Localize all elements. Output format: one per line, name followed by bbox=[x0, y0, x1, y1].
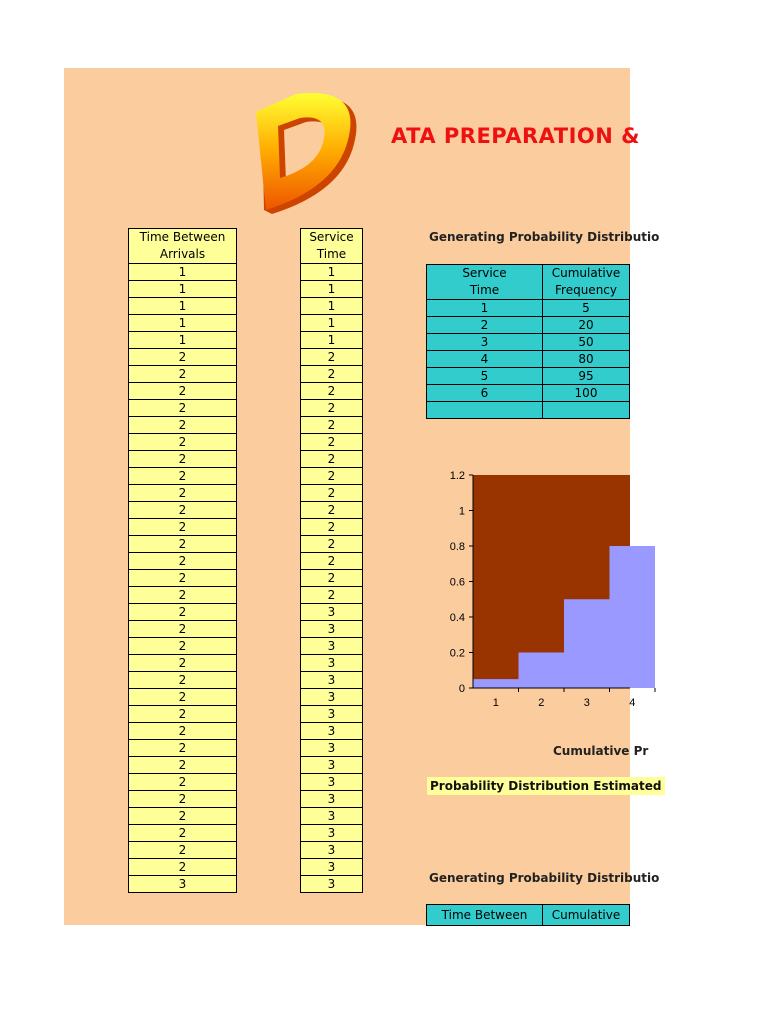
service-time-cell: 1 bbox=[301, 298, 363, 315]
arrivals-cell: 2 bbox=[129, 689, 237, 706]
service-time-cell: 3 bbox=[301, 706, 363, 723]
arrivals-cell: 2 bbox=[129, 859, 237, 876]
service-time-cell: 2 bbox=[301, 400, 363, 417]
table-row bbox=[427, 334, 630, 351]
empty-cell bbox=[427, 402, 543, 419]
x-tick-label: 1 bbox=[492, 697, 499, 709]
cumulative-frequency-cell: 100 bbox=[543, 385, 630, 402]
service-time-cell: 2 bbox=[301, 468, 363, 485]
cumulative-frequency-cell: 20 bbox=[543, 317, 630, 334]
service-time-cell: 3 bbox=[301, 723, 363, 740]
section-title-arrivals: Generating Probability Distributio bbox=[429, 871, 660, 885]
table-footer-row bbox=[427, 402, 630, 419]
page-title: ATA PREPARATION & bbox=[391, 124, 640, 148]
arrivals-cell: 1 bbox=[129, 264, 237, 281]
service-time-cell: 2 bbox=[301, 349, 363, 366]
service-time-cell: 1 bbox=[301, 281, 363, 298]
worksheet bbox=[64, 68, 662, 925]
arrivals-cell: 2 bbox=[129, 706, 237, 723]
y-tick-label: 0 bbox=[458, 683, 465, 695]
arrivals-column bbox=[128, 228, 237, 893]
arrivals-cell: 2 bbox=[129, 383, 237, 400]
empty-cell bbox=[543, 402, 630, 419]
arrivals-cell: 2 bbox=[129, 519, 237, 536]
arrivals-cell: 2 bbox=[129, 553, 237, 570]
arrivals-header: Time Between Arrivals bbox=[129, 229, 237, 264]
service-frequency-table bbox=[426, 264, 630, 419]
service-time-cell: 3 bbox=[301, 842, 363, 859]
arrivals-cell: 2 bbox=[129, 434, 237, 451]
service-time-column bbox=[300, 228, 363, 893]
chart-svg bbox=[424, 463, 636, 709]
cumulative-frequency-cell: 80 bbox=[543, 351, 630, 368]
arrivals-cell: 2 bbox=[129, 604, 237, 621]
arrivals-cell: 3 bbox=[129, 876, 237, 893]
service-time-cell: 2 bbox=[301, 485, 363, 502]
table-row bbox=[427, 368, 630, 385]
service-time-cell: 1 bbox=[301, 264, 363, 281]
chart-caption: Cumulative Pr bbox=[553, 744, 649, 758]
arrivals-cell: 2 bbox=[129, 349, 237, 366]
cumulative-frequency-cell: 5 bbox=[543, 300, 630, 317]
service-time-cell: 3 bbox=[301, 621, 363, 638]
cumulative-header: Cumulative bbox=[543, 905, 630, 926]
y-tick-label: 1 bbox=[458, 505, 465, 518]
service-time-cell: 2 bbox=[301, 587, 363, 604]
arrivals-cell: 2 bbox=[129, 842, 237, 859]
arrivals-cell: 2 bbox=[129, 638, 237, 655]
service-time-cell: 3 bbox=[301, 604, 363, 621]
estimated-label: Probability Distribution Estimated bbox=[427, 777, 665, 795]
service-time-cell: 2 bbox=[301, 383, 363, 400]
arrivals-cell: 2 bbox=[129, 451, 237, 468]
arrivals-cell: 2 bbox=[129, 536, 237, 553]
service-time-cell: 3 bbox=[301, 638, 363, 655]
service-time-cell: 1 bbox=[301, 315, 363, 332]
arrivals-cell: 2 bbox=[129, 400, 237, 417]
time-between-header: Time Between bbox=[427, 905, 543, 926]
cumulative-probability-chart bbox=[424, 463, 636, 709]
arrivals-cell: 1 bbox=[129, 298, 237, 315]
service-time-cell: 3 bbox=[301, 876, 363, 893]
service-time-cell: 2 bbox=[301, 451, 363, 468]
section-title-service: Generating Probability Distributio bbox=[429, 230, 660, 244]
service-time-cell: 1 bbox=[301, 332, 363, 349]
cumulative-frequency-header: Cumulative Frequency bbox=[543, 265, 630, 300]
arrivals-cell: 2 bbox=[129, 485, 237, 502]
arrivals-cell: 2 bbox=[129, 570, 237, 587]
service-time-cell: 2 bbox=[301, 570, 363, 587]
y-tick-label: 0.8 bbox=[449, 541, 465, 553]
cumulative-frequency-cell: 95 bbox=[543, 368, 630, 385]
x-tick-label: 4 bbox=[629, 697, 636, 709]
y-tick-label: 0.2 bbox=[449, 647, 465, 660]
service-time-cell: 3 bbox=[301, 672, 363, 689]
service-time-cell: 2 bbox=[301, 434, 363, 451]
table-row bbox=[427, 300, 630, 317]
d-letter-logo bbox=[250, 88, 370, 216]
service-time-cell: 6 bbox=[427, 385, 543, 402]
arrivals-cell: 2 bbox=[129, 502, 237, 519]
arrivals-cell: 2 bbox=[129, 587, 237, 604]
service-time-cell: 2 bbox=[301, 536, 363, 553]
service-time-cell: 3 bbox=[301, 740, 363, 757]
service-time-header: Service Time bbox=[301, 229, 363, 264]
arrivals-cell: 2 bbox=[129, 825, 237, 842]
service-time-cell: 2 bbox=[301, 417, 363, 434]
service-time-cell: 2 bbox=[301, 553, 363, 570]
arrivals-frequency-table bbox=[426, 904, 630, 926]
service-time-cell: 3 bbox=[301, 689, 363, 706]
arrivals-cell: 2 bbox=[129, 621, 237, 638]
y-tick-label: 0.4 bbox=[449, 612, 465, 624]
arrivals-cell: 2 bbox=[129, 672, 237, 689]
service-time-cell: 2 bbox=[301, 519, 363, 536]
service-time-cell: 3 bbox=[301, 774, 363, 791]
service-time-cell: 1 bbox=[427, 300, 543, 317]
arrivals-cell: 1 bbox=[129, 281, 237, 298]
service-time-cell: 3 bbox=[301, 808, 363, 825]
service-time-cell: 2 bbox=[301, 502, 363, 519]
table-row bbox=[427, 385, 630, 402]
arrivals-cell: 2 bbox=[129, 417, 237, 434]
arrivals-cell: 2 bbox=[129, 655, 237, 672]
x-tick-label: 3 bbox=[583, 697, 590, 709]
service-time-cell: 2 bbox=[427, 317, 543, 334]
y-tick-label: 0.6 bbox=[449, 576, 465, 589]
service-time-cell: 3 bbox=[427, 334, 543, 351]
arrivals-cell: 2 bbox=[129, 791, 237, 808]
arrivals-cell: 2 bbox=[129, 808, 237, 825]
table-row bbox=[427, 351, 630, 368]
arrivals-cell: 1 bbox=[129, 315, 237, 332]
cumulative-frequency-cell: 50 bbox=[543, 334, 630, 351]
arrivals-cell: 2 bbox=[129, 757, 237, 774]
service-time-header: Service Time bbox=[427, 265, 543, 300]
service-time-cell: 3 bbox=[301, 757, 363, 774]
arrivals-cell: 2 bbox=[129, 366, 237, 383]
service-time-cell: 3 bbox=[301, 859, 363, 876]
service-time-cell: 3 bbox=[301, 791, 363, 808]
service-time-cell: 4 bbox=[427, 351, 543, 368]
y-tick-label: 1.2 bbox=[449, 470, 465, 482]
x-tick-label: 2 bbox=[538, 697, 545, 709]
service-time-cell: 3 bbox=[301, 655, 363, 672]
service-time-cell: 3 bbox=[301, 825, 363, 842]
table-row bbox=[427, 317, 630, 334]
arrivals-cell: 2 bbox=[129, 774, 237, 791]
service-time-cell: 2 bbox=[301, 366, 363, 383]
arrivals-cell: 2 bbox=[129, 723, 237, 740]
service-time-cell: 5 bbox=[427, 368, 543, 385]
arrivals-cell: 2 bbox=[129, 740, 237, 757]
arrivals-cell: 1 bbox=[129, 332, 237, 349]
arrivals-cell: 2 bbox=[129, 468, 237, 485]
